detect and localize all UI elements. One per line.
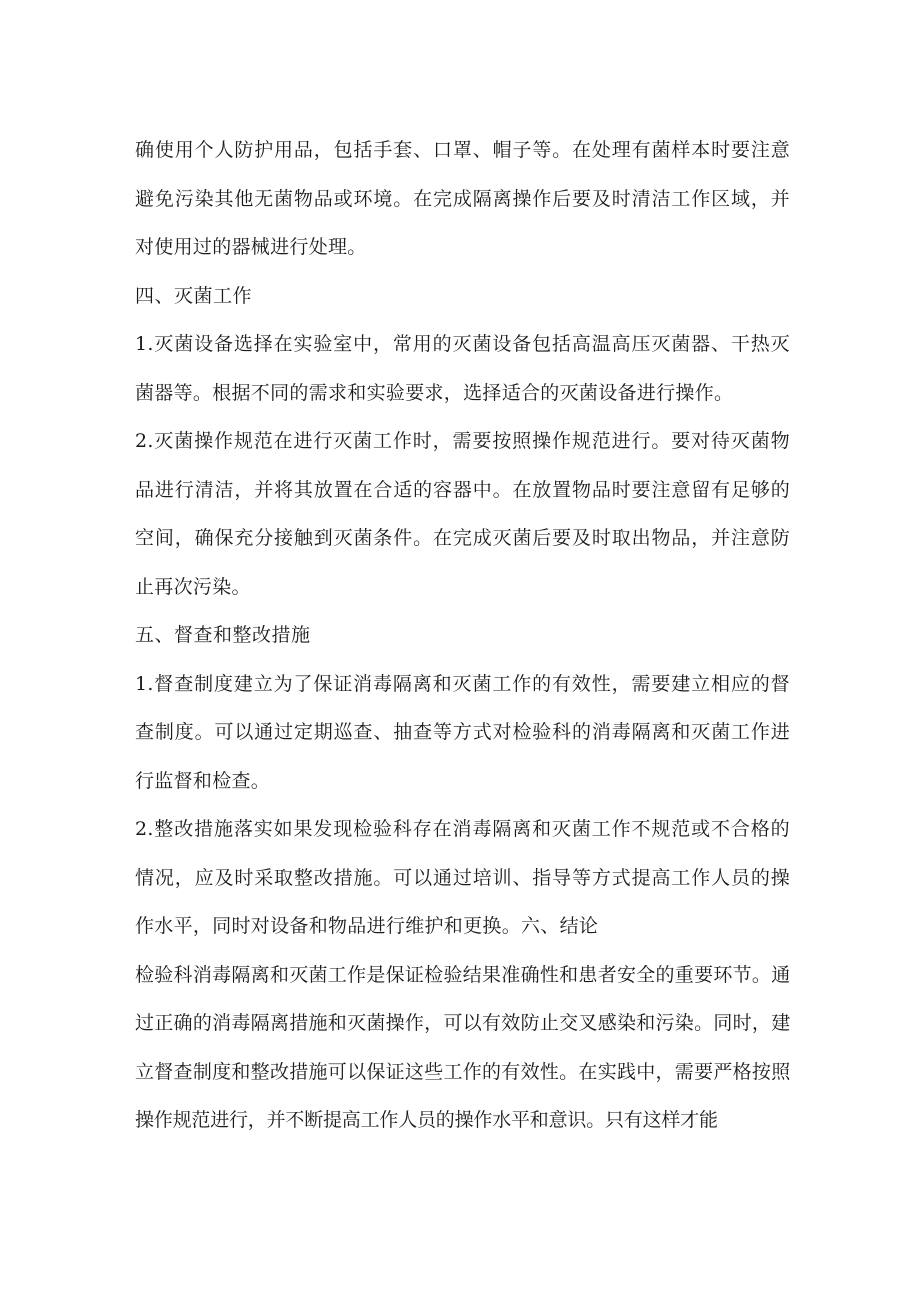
section-heading-supervision: 五、督查和整改措施 [135,624,311,646]
paragraph-conclusion: 检验科消毒隔离和灭菌工作是保证检验结果准确性和患者安全的重要环节。通过正确的消毒隔离措施和灭菌操作，可以有效防止交叉感染和污染。同时，建立督查制度和整改措施可以保证这些工作的有效性。在实践中，需要严格按照操作规范进行，并不断提高工作人员的操作水平和意识。只有这样才能 [135,963,790,1131]
document-page [135,126,790,1145]
section-heading-sterilization: 四、灭菌工作 [135,284,253,307]
paragraph-sterilization-procedure: 2.灭菌操作规范在进行灭菌工作时，需要按照操作规范进行。要对待灭菌物品进行清洁，并将其放置在合适的容器中。在放置物品时要注意留有足够的空间，确保充分接触到灭菌条件。在完成灭菌后要及时取出物品，并注意防止再次污染。 [135,430,790,598]
paragraph-supervision-system: 1.督查制度建立为了保证消毒隔离和灭菌工作的有效性，需要建立相应的督查制度。可以通过定期巡查、抽查等方式对检验科的消毒隔离和灭菌工作进行监督和检查。 [135,672,790,792]
paragraph-rectification-text: 2.整改措施落实如果发现检验科存在消毒隔离和灭菌工作不规范或不合格的情况，应及时采取整改措施。可以通过培训、指导等方式提高工作人员的操作水平，同时对设备和物品进行维护和更换。 [135,818,790,937]
section-heading-conclusion: 六、结论 [521,915,599,937]
paragraph-rectification [135,805,790,951]
paragraph-sterilization-equipment: 1.灭菌设备选择在实验室中，常用的灭菌设备包括高温高压灭菌器、干热灭菌器等。根据不同的需求和实验要求，选择适合的灭菌设备进行操作。 [135,333,790,404]
paragraph-intro: 确使用个人防护用品，包括手套、口罩、帽子等。在处理有菌样本时要注意避免污染其他无菌物品或环境。在完成隔离操作后要及时清洁工作区域，并对使用过的器械进行处理。 [135,139,790,258]
